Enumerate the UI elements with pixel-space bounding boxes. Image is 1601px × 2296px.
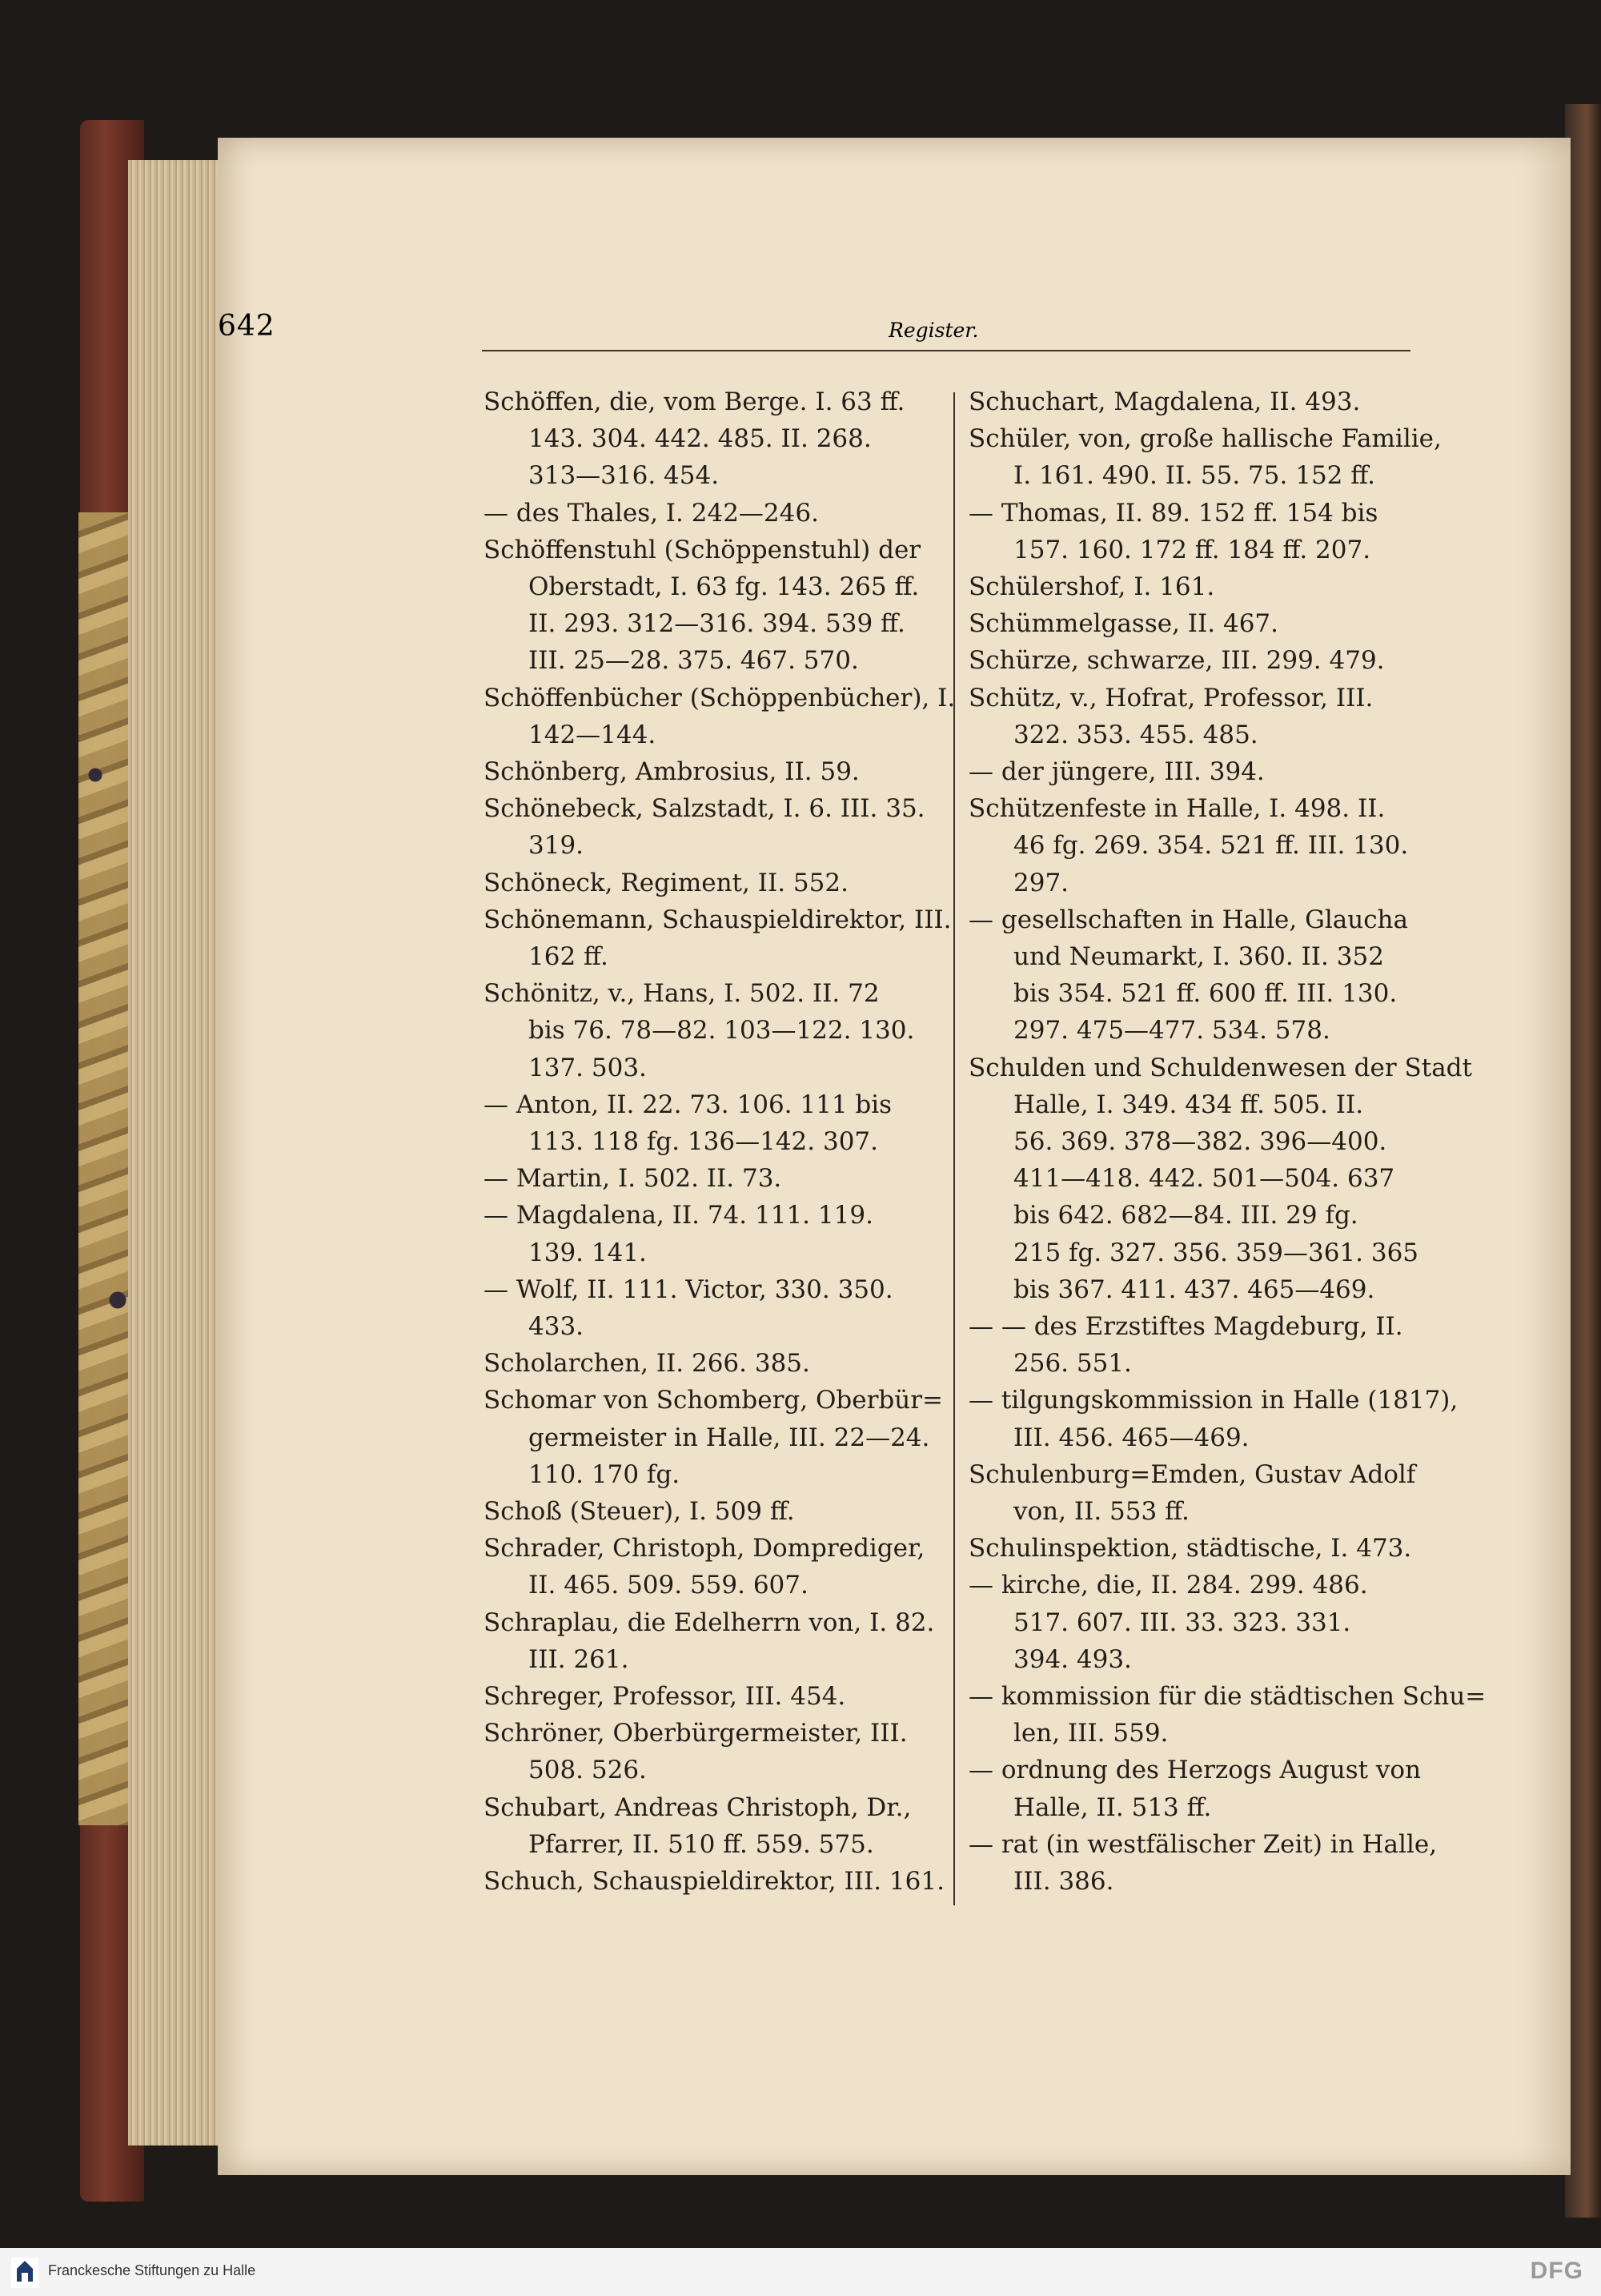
index-entry-continuation: len, III. 559.: [1013, 1719, 1169, 1748]
index-entry: Schulden und Schuldenwesen der Stadt: [969, 1053, 1472, 1082]
index-entry-continuation: 46 fg. 269. 354. 521 ff. III. 130.: [1013, 831, 1409, 861]
index-entry: Schrader, Christoph, Domprediger,: [484, 1534, 925, 1563]
index-entry: Schraplau, die Edelherrn von, I. 82.: [484, 1608, 935, 1637]
index-entry: — der jüngere, III. 394.: [969, 757, 1265, 786]
index-entry: — Magdalena, II. 74. 111. 119.: [484, 1201, 873, 1230]
running-head: Register.: [889, 319, 979, 342]
index-entry-continuation: 313—316. 454.: [528, 461, 720, 491]
index-entry: Schulenburg=Emden, Gustav Adolf: [969, 1459, 1416, 1489]
index-entry: — rat (in westfälischer Zeit) in Halle,: [969, 1829, 1438, 1859]
index-entry-continuation: 157. 160. 172 ff. 184 ff. 207.: [1013, 535, 1371, 564]
page-edges: [128, 160, 224, 2145]
index-entry: — kirche, die, II. 284. 299. 486.: [969, 1571, 1368, 1600]
index-entry-continuation: 319.: [528, 831, 584, 861]
index-entry-continuation: 297.: [1013, 868, 1069, 897]
index-entry: Schümmelgasse, II. 467.: [969, 609, 1279, 639]
index-entry-continuation: III. 386.: [1013, 1867, 1114, 1896]
index-entry: Schuchart, Magdalena, II. 493.: [969, 387, 1361, 416]
index-entry: Schröner, Oberbürgermeister, III.: [484, 1719, 908, 1748]
index-entry: — des Thales, I. 242—246.: [484, 498, 819, 528]
index-entry: Schöffenbücher (Schöppenbücher), I.: [484, 683, 956, 712]
index-entry-continuation: I. 161. 490. II. 55. 75. 152 ff.: [1013, 461, 1376, 491]
index-entry: Schöneck, Regiment, II. 552.: [484, 868, 849, 897]
index-entry: — Thomas, II. 89. 152 ff. 154 bis: [969, 498, 1378, 528]
index-entry: — gesellschaften in Halle, Glaucha: [969, 905, 1409, 934]
index-entry-continuation: germeister in Halle, III. 22—24.: [528, 1423, 930, 1452]
index-entry-continuation: Halle, II. 513 ff.: [1013, 1792, 1212, 1822]
index-entry: Schülershof, I. 161.: [969, 572, 1215, 601]
index-entry: — tilgungskommission in Halle (1817),: [969, 1386, 1459, 1415]
index-entry-continuation: II. 465. 509. 559. 607.: [528, 1571, 809, 1600]
index-entry: Schulinspektion, städtische, I. 473.: [969, 1534, 1412, 1563]
index-entry-continuation: 433.: [528, 1312, 584, 1341]
index-entry-continuation: 297. 475—477. 534. 578.: [1013, 1016, 1330, 1046]
index-entry-continuation: 411—418. 442. 501—504. 637: [1013, 1164, 1395, 1194]
index-entry: — Wolf, II. 111. Victor, 330. 350.: [484, 1274, 893, 1304]
index-entry: Schönebeck, Salzstadt, I. 6. III. 35.: [484, 794, 925, 824]
index-entry-continuation: III. 261.: [528, 1644, 629, 1674]
index-entry: Schönberg, Ambrosius, II. 59.: [484, 757, 860, 786]
index-entry-continuation: bis 367. 411. 437. 465—469.: [1013, 1274, 1375, 1304]
index-entry-continuation: Oberstadt, I. 63 fg. 143. 265 ff.: [528, 572, 920, 601]
index-entry-continuation: 322. 353. 455. 485.: [1013, 720, 1258, 749]
index-entry: Schönitz, v., Hans, I. 502. II. 72: [484, 979, 880, 1009]
index-entry-continuation: 142—144.: [528, 720, 656, 749]
index-entry-continuation: III. 25—28. 375. 467. 570.: [528, 646, 859, 676]
page-number: 642: [218, 310, 275, 343]
index-entry-continuation: 215 fg. 327. 356. 359—361. 365: [1013, 1238, 1419, 1267]
institution-name: Franckesche Stiftungen zu Halle: [48, 2262, 256, 2278]
index-entry-continuation: 517. 607. III. 33. 323. 331.: [1013, 1608, 1351, 1637]
index-entry: Schürze, schwarze, III. 299. 479.: [969, 646, 1385, 676]
index-entry-continuation: II. 293. 312—316. 394. 539 ff.: [528, 609, 905, 639]
index-entry: Schönemann, Schauspieldirektor, III.: [484, 905, 952, 934]
index-entry-continuation: 162 ff.: [528, 942, 608, 971]
index-entry: Schomar von Schomberg, Oberbür=: [484, 1386, 943, 1415]
index-entry-continuation: 256. 551.: [1013, 1349, 1132, 1379]
index-entry-continuation: 139. 141.: [528, 1238, 647, 1267]
index-entry: Schuch, Schauspieldirektor, III. 161.: [484, 1867, 945, 1896]
index-entry: Schubart, Andreas Christoph, Dr.,: [484, 1792, 912, 1822]
institution-logo-icon: [11, 2258, 38, 2288]
index-entry: Schöffen, die, vom Berge. I. 63 ff.: [484, 387, 905, 416]
index-entry-continuation: 113. 118 fg. 136—142. 307.: [528, 1127, 878, 1156]
index-entry: — Anton, II. 22. 73. 106. 111 bis: [484, 1090, 893, 1119]
index-entry: Schreger, Professor, III. 454.: [484, 1682, 846, 1711]
index-entry: Schöffenstuhl (Schöppenstuhl) der: [484, 535, 921, 564]
funder-logo: DFG: [1530, 2258, 1583, 2284]
index-entry: Schüler, von, große hallische Familie,: [969, 424, 1442, 454]
index-entry: — ordnung des Herzogs August von: [969, 1756, 1422, 1785]
index-entry-continuation: Pfarrer, II. 510 ff. 559. 575.: [528, 1829, 874, 1859]
index-entry: — Martin, I. 502. II. 73.: [484, 1164, 782, 1194]
column-divider: [953, 392, 955, 1905]
index-entry: Schützenfeste in Halle, I. 498. II.: [969, 794, 1386, 824]
footer-bar: [0, 2248, 1601, 2296]
index-entry-continuation: bis 354. 521 ff. 600 ff. III. 130.: [1013, 979, 1398, 1009]
index-entry: — kommission für die städtischen Schu=: [969, 1682, 1487, 1711]
index-entry-continuation: 110. 170 fg.: [528, 1459, 680, 1489]
index-entry-continuation: 394. 493.: [1013, 1644, 1132, 1674]
index-entry-continuation: 137. 503.: [528, 1053, 647, 1082]
index-entry-continuation: Halle, I. 349. 434 ff. 505. II.: [1013, 1090, 1364, 1119]
index-entry-continuation: 56. 369. 378—382. 396—400.: [1013, 1127, 1387, 1156]
index-entry-continuation: 508. 526.: [528, 1756, 647, 1785]
index-entry: Schoß (Steuer), I. 509 ff.: [484, 1497, 795, 1526]
index-entry-continuation: 143. 304. 442. 485. II. 268.: [528, 424, 872, 454]
index-entry-continuation: III. 456. 465—469.: [1013, 1423, 1250, 1452]
index-entry: Scholarchen, II. 266. 385.: [484, 1349, 810, 1379]
index-entry-continuation: bis 76. 78—82. 103—122. 130.: [528, 1016, 915, 1046]
header-rule: [482, 350, 1410, 351]
index-entry-continuation: von, II. 553 ff.: [1013, 1497, 1190, 1526]
index-entry-continuation: und Neumarkt, I. 360. II. 352: [1013, 942, 1384, 971]
index-entry-continuation: bis 642. 682—84. III. 29 fg.: [1013, 1201, 1358, 1230]
index-entry: — — des Erzstiftes Magdeburg, II.: [969, 1312, 1403, 1341]
index-entry: Schütz, v., Hofrat, Professor, III.: [969, 683, 1374, 712]
marbled-endpaper: [78, 512, 134, 1825]
